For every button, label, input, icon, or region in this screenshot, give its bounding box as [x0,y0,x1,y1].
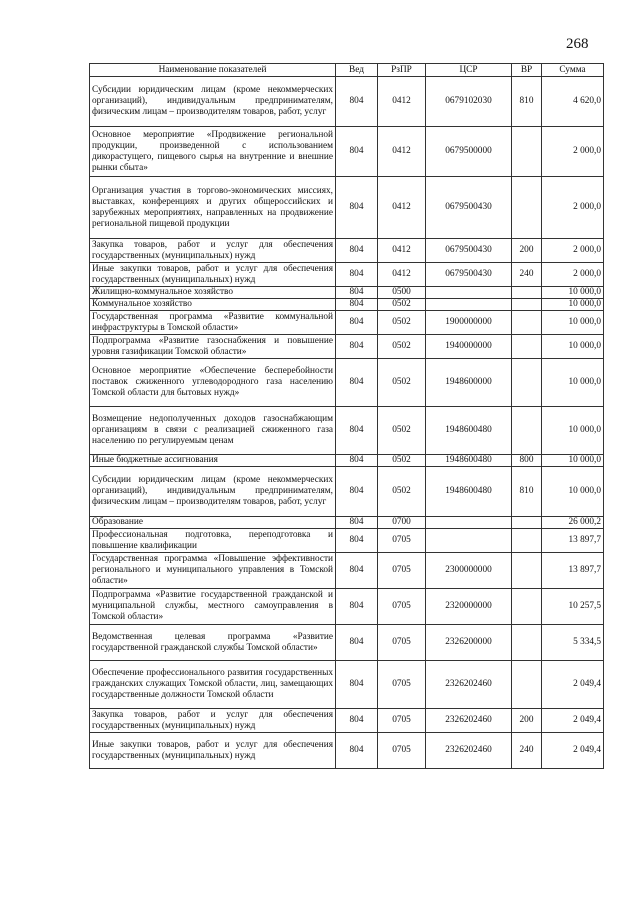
column-header-csr: ЦСР [426,64,512,77]
row-name: Профессиональная подготовка, переподготовка и повышение квалификации [90,529,336,553]
row-vr [512,311,542,335]
row-ved: 804 [336,335,378,359]
table-row [90,335,604,359]
row-vr [512,299,542,311]
row-rzpr: 0412 [378,263,426,287]
table-header-row [90,64,604,77]
row-csr: 2326202460 [426,661,512,709]
row-csr: 1948600480 [426,467,512,517]
table-row [90,709,604,733]
row-sum: 10 000,0 [542,287,604,299]
row-vr [512,517,542,529]
row-rzpr: 0412 [378,177,426,239]
row-ved: 804 [336,263,378,287]
row-sum: 26 000,2 [542,517,604,529]
budget-table [89,63,604,769]
column-header-name: Наименование показателей [90,64,336,77]
row-name: Субсидии юридическим лицам (кроме некоммерческих организаций), индивидуальным предпринимателям, физическим лицам – производителям товаров, работ, услуг [90,77,336,127]
row-sum: 13 897,7 [542,553,604,589]
row-name: Основное мероприятие «Обеспечение бесперебойности поставок сжиженного углеводородного газа населению Томской области для бытовых нужд» [90,359,336,407]
row-csr [426,299,512,311]
row-vr: 200 [512,239,542,263]
row-ved: 804 [336,553,378,589]
row-rzpr: 0500 [378,287,426,299]
row-ved: 804 [336,407,378,455]
row-vr [512,407,542,455]
row-rzpr: 0502 [378,311,426,335]
row-name: Основное мероприятие «Продвижение региональной продукции, произведенной с использованием дикорастущего, пищевого сырья на внутренние и внешние рынки сбыта» [90,127,336,177]
row-vr: 200 [512,709,542,733]
row-name: Подпрограмма «Развитие государственной гражданской и муниципальной службы, местного самоуправления в Томской области» [90,589,336,625]
row-sum: 13 897,7 [542,529,604,553]
row-name: Коммунальное хозяйство [90,299,336,311]
row-sum: 2 049,4 [542,733,604,769]
row-vr [512,127,542,177]
row-name: Закупка товаров, работ и услуг для обеспечения государственных (муниципальных) нужд [90,709,336,733]
table-row [90,553,604,589]
table-row [90,455,604,467]
row-vr [512,335,542,359]
table-row [90,311,604,335]
table-row [90,359,604,407]
row-csr: 0679500430 [426,177,512,239]
row-sum: 2 000,0 [542,239,604,263]
row-vr [512,177,542,239]
row-csr: 2320000000 [426,589,512,625]
row-sum: 2 000,0 [542,263,604,287]
table-row [90,287,604,299]
column-header-vr: ВР [512,64,542,77]
table-row [90,177,604,239]
page-number: 268 [566,36,589,52]
row-name: Иные бюджетные ассигнования [90,455,336,467]
row-csr: 2326202460 [426,733,512,769]
row-sum: 5 334,5 [542,625,604,661]
table-row [90,733,604,769]
row-vr [512,661,542,709]
row-rzpr: 0700 [378,517,426,529]
row-csr: 1948600000 [426,359,512,407]
row-rzpr: 0412 [378,127,426,177]
row-rzpr: 0705 [378,709,426,733]
row-rzpr: 0502 [378,467,426,517]
row-rzpr: 0705 [378,529,426,553]
row-csr: 2300000000 [426,553,512,589]
row-vr [512,287,542,299]
row-sum: 10 000,0 [542,299,604,311]
row-name: Подпрограмма «Развитие газоснабжения и повышение уровня газификации Томской области» [90,335,336,359]
row-csr: 0679500430 [426,239,512,263]
row-ved: 804 [336,239,378,263]
row-name: Ведомственная целевая программа «Развитие государственной гражданской службы Томской области» [90,625,336,661]
row-ved: 804 [336,127,378,177]
column-header-sum: Сумма [542,64,604,77]
row-sum: 10 000,0 [542,455,604,467]
row-csr [426,287,512,299]
row-ved: 804 [336,359,378,407]
row-csr: 2326202460 [426,709,512,733]
row-ved: 804 [336,455,378,467]
row-rzpr: 0705 [378,625,426,661]
row-name: Жилищно-коммунальное хозяйство [90,287,336,299]
row-sum: 2 000,0 [542,177,604,239]
table-row [90,407,604,455]
row-rzpr: 0705 [378,589,426,625]
row-sum: 2 000,0 [542,127,604,177]
row-name: Обеспечение профессионального развития государственных гражданских служащих Томской области, лиц, замещающих государственные должности Томской области [90,661,336,709]
row-vr [512,529,542,553]
row-sum: 2 049,4 [542,709,604,733]
row-vr: 240 [512,733,542,769]
row-vr [512,625,542,661]
row-csr: 1948600480 [426,455,512,467]
table-row [90,625,604,661]
row-rzpr: 0705 [378,733,426,769]
row-rzpr: 0502 [378,359,426,407]
table-row [90,299,604,311]
row-rzpr: 0705 [378,553,426,589]
table-row [90,529,604,553]
row-csr: 1940000000 [426,335,512,359]
table-row [90,77,604,127]
row-name: Иные закупки товаров, работ и услуг для обеспечения государственных (муниципальных) нужд [90,263,336,287]
row-rzpr: 0412 [378,77,426,127]
row-sum: 10 000,0 [542,467,604,517]
row-rzpr: 0502 [378,299,426,311]
row-csr: 0679102030 [426,77,512,127]
row-rzpr: 0412 [378,239,426,263]
row-vr [512,553,542,589]
row-csr: 0679500000 [426,127,512,177]
row-name: Субсидии юридическим лицам (кроме некоммерческих организаций), индивидуальным предпринимателям, физическим лицам – производителям товаров, работ, услуг [90,467,336,517]
row-vr: 810 [512,77,542,127]
row-sum: 10 000,0 [542,335,604,359]
table-row [90,127,604,177]
row-sum: 4 620,0 [542,77,604,127]
row-ved: 804 [336,661,378,709]
row-ved: 804 [336,299,378,311]
row-vr: 240 [512,263,542,287]
column-header-rzpr: РзПР [378,64,426,77]
row-name: Иные закупки товаров, работ и услуг для обеспечения государственных (муниципальных) нужд [90,733,336,769]
row-csr: 2326200000 [426,625,512,661]
row-vr: 810 [512,467,542,517]
row-csr [426,529,512,553]
row-vr: 800 [512,455,542,467]
row-sum: 2 049,4 [542,661,604,709]
row-ved: 804 [336,517,378,529]
row-name: Закупка товаров, работ и услуг для обеспечения государственных (муниципальных) нужд [90,239,336,263]
row-vr [512,589,542,625]
row-ved: 804 [336,733,378,769]
row-sum: 10 000,0 [542,407,604,455]
row-name: Организация участия в торгово-экономических миссиях, выставках, конференциях и других общероссийских и зарубежных мероприятиях, направленных на продвижение региональной пищевой продукции [90,177,336,239]
row-name: Государственная программа «Повышение эффективности регионального и муниципального управления в Томской области» [90,553,336,589]
row-rzpr: 0705 [378,661,426,709]
row-ved: 804 [336,529,378,553]
table-body [90,77,604,769]
row-ved: 804 [336,625,378,661]
row-ved: 804 [336,709,378,733]
row-csr: 0679500430 [426,263,512,287]
row-rzpr: 0502 [378,455,426,467]
row-ved: 804 [336,77,378,127]
row-ved: 804 [336,589,378,625]
row-ved: 804 [336,467,378,517]
row-csr: 1900000000 [426,311,512,335]
table-row [90,239,604,263]
row-sum: 10 257,5 [542,589,604,625]
table-row [90,517,604,529]
column-header-ved: Вед [336,64,378,77]
row-name: Государственная программа «Развитие коммунальной инфраструктуры в Томской области» [90,311,336,335]
row-ved: 804 [336,311,378,335]
row-name: Образование [90,517,336,529]
row-csr [426,517,512,529]
row-ved: 804 [336,287,378,299]
table-row [90,661,604,709]
table-row [90,589,604,625]
row-sum: 10 000,0 [542,359,604,407]
table-row [90,263,604,287]
row-sum: 10 000,0 [542,311,604,335]
row-rzpr: 0502 [378,335,426,359]
row-name: Возмещение недополученных доходов газоснабжающим организациям в связи с реализацией сжиженного газа населению по регулируемым ценам [90,407,336,455]
row-rzpr: 0502 [378,407,426,455]
row-ved: 804 [336,177,378,239]
row-csr: 1948600480 [426,407,512,455]
row-vr [512,359,542,407]
table-row [90,467,604,517]
